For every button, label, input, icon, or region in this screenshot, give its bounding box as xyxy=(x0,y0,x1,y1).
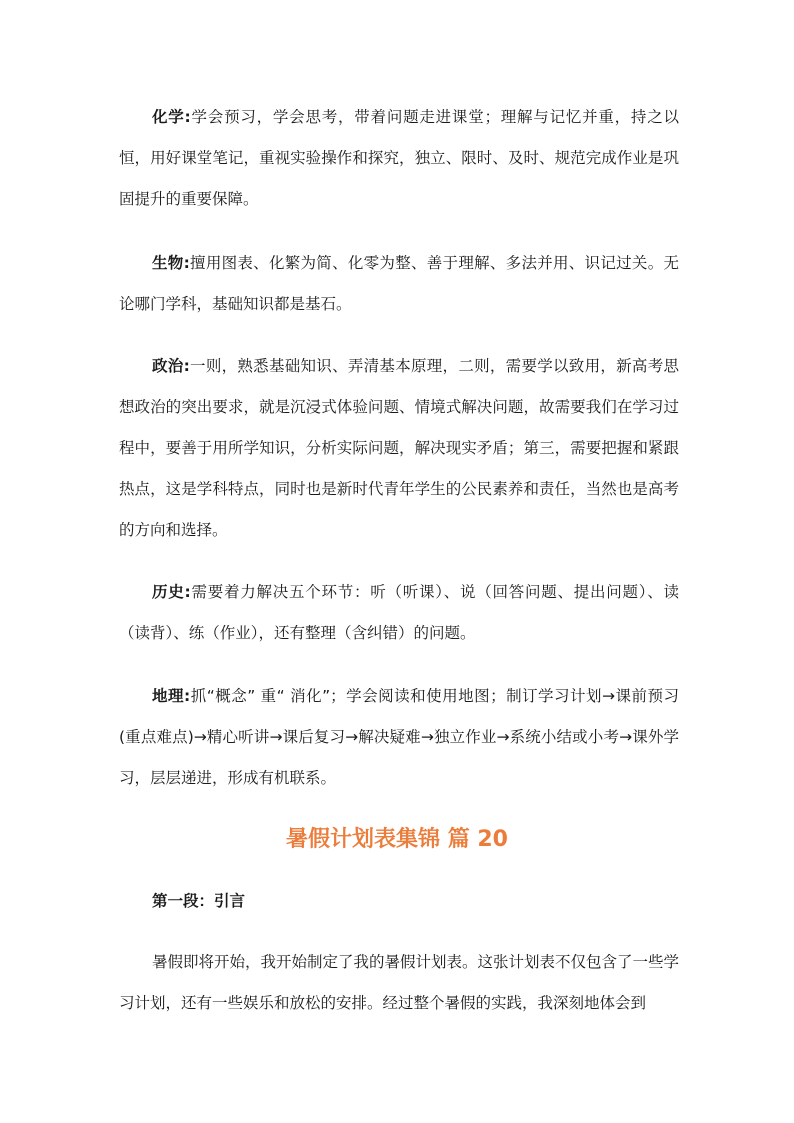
section-title: 第一段：引言 xyxy=(152,892,246,910)
paragraph-label: 历史: xyxy=(152,583,191,601)
paragraph-label: 生物: xyxy=(152,254,190,272)
paragraph-intro: 暑假即将开始，我开始制定了我的暑假计划表。这张计划表不仅包含了一些学习计划，还有一些娱乐和放松的安排。经过整个暑假的实践，我深刻地体会到 xyxy=(119,953,680,1012)
paragraph-label: 地理: xyxy=(152,687,191,705)
section-heading: 暑假计划表集锦 篇 20 xyxy=(286,827,508,852)
paragraph-label: 化学: xyxy=(152,108,191,126)
paragraph-geography xyxy=(119,676,679,799)
paragraph-text: 擅用图表、化繁为简、化零为整、善于理解、多法并用、识记过关。无论哪门学科，基础知识都是基石。 xyxy=(119,254,679,313)
paragraph-chemistry xyxy=(119,97,679,220)
paragraph-text: 学会预习，学会思考，带着问题走进课堂；理解与记忆并重，持之以恒，用好课堂笔记，重视实验操作和探究，独立、限时、及时、规范完成作业是巩固提升的重要保障。 xyxy=(119,108,679,208)
paragraph-label: 政治: xyxy=(152,357,190,375)
paragraph-text: 需要着力解决五个环节：听（听课）、说（回答问题、提出问题）、读（读背）、练（作业），还有整理（含纠错）的问题。 xyxy=(119,583,679,642)
paragraph-biology xyxy=(119,243,679,325)
paragraph-text: 抓“概念” 重“ 消化”；学会阅读和使用地图；制订学习计划→课前预习(重点难点)→精心听讲→课后复习→解决疑难→独立作业→系统小结或小考→课外学习，层层递进，形成有机联系。 xyxy=(119,687,680,787)
paragraph-text: 一则，熟悉基础知识、弄清基本原理，二则，需要学以致用，新高考思想政治的突出要求，就是沉浸式体验问题、情境式解决问题，故需要我们在学习过程中，要善于用所学知识，分析实际问题，解决现实矛盾；第三，需要把握和紧跟热点，这是学科特点，同时也是新时代青年学生的公民素养和责任，当然也是高考的方向和选择。 xyxy=(119,357,679,539)
paragraph-politics xyxy=(119,346,679,551)
paragraph-history xyxy=(119,572,679,654)
